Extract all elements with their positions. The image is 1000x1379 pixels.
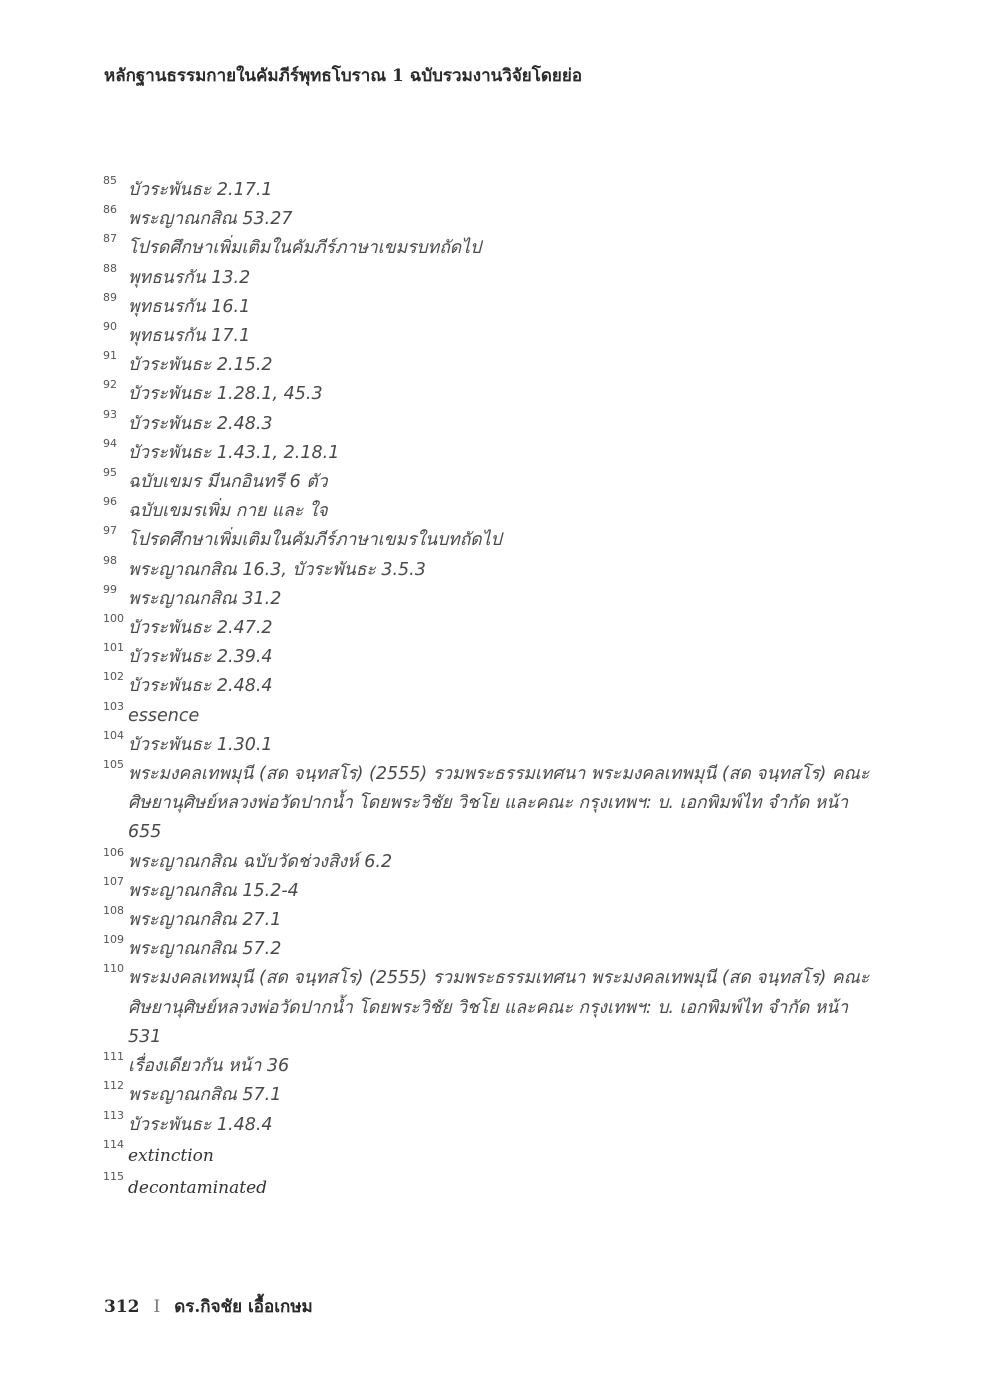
footnote-number: 113 [103, 1108, 124, 1122]
footnote-number: 96 [103, 495, 117, 509]
footnote-text: บัวระพันธะ 1.30.1 [128, 734, 273, 755]
footnote-number: 107 [103, 874, 124, 888]
footnote-text: บัวระพันธะ 2.39.4 [128, 647, 273, 668]
footnote-text: บัวระพันธะ 2.48.4 [128, 676, 273, 697]
footnote-number: 109 [103, 933, 124, 947]
footnote-number: 90 [103, 320, 117, 334]
footnote-text: พระญาณกสิณ ฉบับวัดช่วงสิงห์ 6.2 [128, 851, 393, 872]
footnote-item [103, 964, 873, 1052]
footnote-item [103, 322, 873, 351]
footnote-number: 94 [103, 436, 117, 450]
footnote-text: decontaminated [128, 1177, 268, 1198]
footnote-item [103, 1169, 873, 1204]
footnote-text: บัวระพันธะ 2.17.1 [128, 180, 273, 200]
footnote-item [103, 436, 873, 468]
footnote-text: พระญาณกสิณ 31.2 [128, 588, 282, 609]
author-name: ดร.กิจชัย เอื้อเกษม [174, 1297, 313, 1317]
footnote-item [103, 497, 873, 526]
footnote-text: บัวระพันธะ 2.47.2 [128, 618, 273, 639]
footnote-item [103, 553, 873, 585]
footnote-number: 91 [103, 349, 117, 363]
footnote-number: 85 [103, 174, 117, 187]
footnote-item [103, 906, 873, 935]
footnote-text: พระญาณกสิณ 53.27 [128, 209, 293, 230]
footnote-item [103, 261, 873, 293]
footnote-text: พุทธนรกัน 13.2 [128, 267, 251, 288]
footnote-text: พระญาณกสิณ 16.3, บัวระพันธะ 3.5.3 [128, 559, 426, 580]
footnote-item [103, 351, 873, 380]
footnote-number: 112 [103, 1079, 124, 1093]
footnote-text: โปรดศึกษาเพิ่มเติมในคัมภีร์ภาษาเขมรในบทถัดไป [128, 530, 502, 551]
footnote-item [103, 380, 873, 409]
footnote-number: 115 [103, 1169, 124, 1183]
footnote-text: บัวระพันธะ 2.15.2 [128, 355, 273, 376]
footnote-text: พระมงคลเทพมุนี (สด จนฺทสโร) (2555) รวมพระธรรมเทศนา พระมงคลเทพมุนี (สด จนฺทสโร) คณะศิษยานุศิษย์หลวงพ่อวัดปากน้ำ โดยพระวิชัย วิชโย และคณะ กรุงเทพฯ: บ. เอกพิมพ์ไท จำกัด หน้า 655 [128, 764, 870, 843]
footnote-item [103, 1108, 873, 1140]
footnote-text: พระญาณกสิณ 57.2 [128, 939, 282, 960]
footnote-item [103, 614, 873, 643]
footnote-number: 114 [103, 1137, 124, 1151]
footnote-number: 88 [103, 261, 117, 275]
footnote-text: พระมงคลเทพมุนี (สด จนฺทสโร) (2555) รวมพระธรรมเทศนา พระมงคลเทพมุนี (สด จนฺทสโร) คณะศิษยานุศิษย์หลวงพ่อวัดปากน้ำ โดยพระวิชัย วิชโย และคณะ กรุงเทพฯ: บ. เอกพิมพ์ไท จำกัด หน้า 531 [128, 968, 870, 1047]
footnote-item [103, 407, 873, 439]
footnote-item [103, 874, 873, 906]
footnote-text: พระญาณกสิณ 15.2-4 [128, 880, 299, 901]
footnote-item [103, 1137, 873, 1172]
footnote-text: ฉบับเขมรเพิ่ม กาย และ ใจ [128, 501, 328, 522]
footnote-number: 105 [103, 758, 124, 772]
running-header: หลักฐานธรรมกายในคัมภีร์พุทธโบราณ 1 ฉบับรวมงานวิจัยโดยย่อ [104, 66, 583, 86]
footnote-text: ฉบับเขมร มีนกอินทรี 6 ตัว [128, 472, 328, 493]
footnote-item [103, 935, 873, 964]
footnote-item [103, 760, 873, 848]
footnote-text: บัวระพันธะ 1.28.1, 45.3 [128, 384, 323, 405]
footnote-item [103, 672, 873, 701]
footnote-text: บัวระพันธะ 1.48.4 [128, 1114, 273, 1135]
footnote-item [103, 468, 873, 497]
footnote-number: 86 [103, 203, 117, 217]
footnote-number: 101 [103, 641, 124, 655]
footnote-number: 89 [103, 290, 117, 304]
footnote-text: บัวระพันธะ 2.48.3 [128, 413, 273, 434]
footnote-item [103, 1081, 873, 1110]
footnote-number: 111 [103, 1050, 124, 1064]
footnote-text: พระญาณกสิณ 57.1 [128, 1085, 282, 1106]
footnote-item [103, 699, 873, 731]
footnote-item [103, 290, 873, 322]
footnote-text: extinction [128, 1145, 214, 1166]
footnote-number: 98 [103, 553, 117, 567]
footnote-item [103, 234, 873, 263]
footnote-item [103, 1052, 873, 1081]
footnote-item [103, 643, 873, 672]
footnote-number: 103 [103, 699, 124, 713]
footnote-list [103, 176, 873, 1204]
footnote-number: 99 [103, 582, 117, 596]
footnote-text: essence [128, 705, 200, 726]
footnote-item [103, 728, 873, 760]
footnote-text: พุทธนรกัน 17.1 [128, 326, 251, 347]
footnote-text: โปรดศึกษาเพิ่มเติมในคัมภีร์ภาษาเขมรบทถัดไป [128, 238, 482, 259]
page-footer [104, 1293, 313, 1320]
footnote-number: 92 [103, 378, 117, 392]
footnote-number: 97 [103, 524, 117, 538]
footnote-item [103, 845, 873, 877]
footnote-number: 108 [103, 904, 124, 918]
footnote-number: 100 [103, 612, 124, 626]
footnote-text: พระญาณกสิณ 27.1 [128, 910, 282, 931]
footnote-text: บัวระพันธะ 1.43.1, 2.18.1 [128, 442, 340, 463]
footnote-number: 95 [103, 466, 117, 480]
footnote-number: 87 [103, 232, 117, 246]
footnote-text: เรื่องเดียวกัน หน้า 36 [128, 1056, 290, 1077]
footnote-item [103, 205, 873, 234]
footnote-number: 93 [103, 407, 117, 421]
footnote-item [103, 582, 873, 614]
footnote-number: 110 [103, 962, 124, 976]
footnote-item [103, 176, 873, 205]
footnote-number: 104 [103, 728, 124, 742]
footnote-number: 102 [103, 670, 124, 684]
footnote-text: พุทธนรกัน 16.1 [128, 296, 251, 317]
footer-separator: I [153, 1297, 161, 1317]
page-number: 312 [104, 1297, 140, 1317]
footnote-number: 106 [103, 845, 124, 859]
footnote-item [103, 526, 873, 555]
